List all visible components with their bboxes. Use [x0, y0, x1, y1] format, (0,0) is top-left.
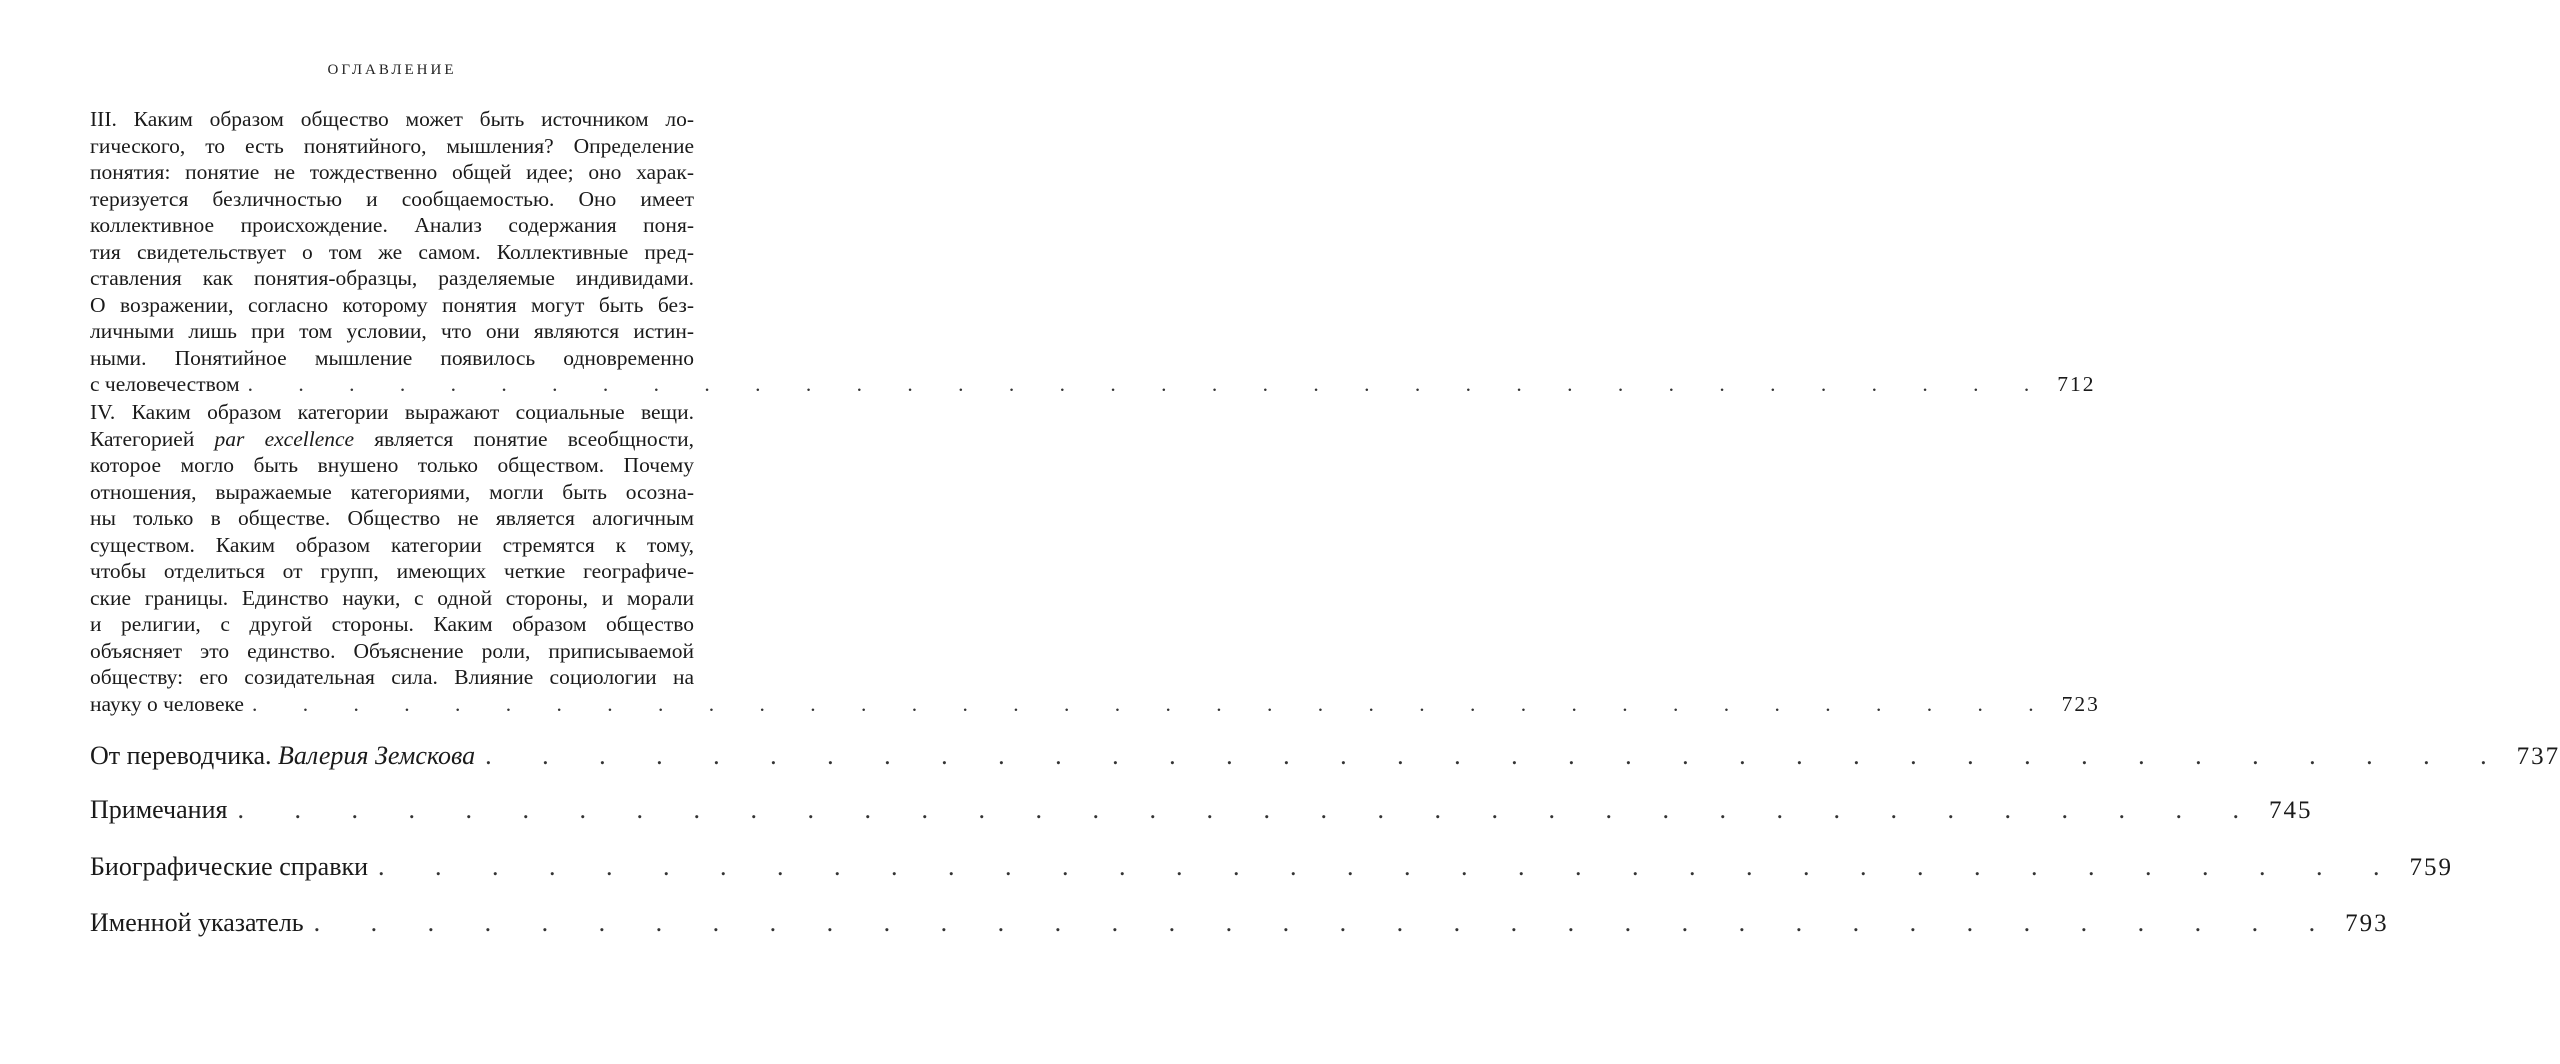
page-number: 712	[2057, 372, 2096, 396]
entry-description	[90, 106, 694, 371]
page-number: 723	[2061, 691, 2100, 716]
dot-leader: . . . . . . . . . . . . . . . . . . . . . . . . . . . . . . . . . . . .	[237, 795, 2261, 824]
page-header: ОГЛАВЛЕНИЕ	[327, 62, 457, 78]
page-number: 793	[2345, 910, 2389, 937]
page-number: 745	[2268, 797, 2313, 824]
text-line: гического, то есть понятийного, мышления? Определение	[90, 133, 694, 158]
text-line: объясняет это единство. Объяснение роли, приписываемой	[90, 638, 694, 663]
text-line: ские границы. Единство науки, с одной стороны, и морали	[90, 585, 694, 610]
text-fragment: Категорией	[90, 426, 215, 451]
dot-leader: . . . . . . . . . . . . . . . . . . . . . . . . . . . . . . . . . . . .	[251, 691, 2054, 716]
text-line: существом. Каким образом категории стремятся к тому,	[90, 532, 694, 557]
text-line: ны только в обществе. Общество не является алогичным	[90, 506, 694, 530]
section-title: Биографические справки	[90, 852, 369, 881]
text-line: с человечеством	[90, 372, 240, 396]
text-line: IV. Каким образом категории выражают социальные вещи.	[90, 400, 694, 424]
text-line: науку о человеке	[90, 691, 244, 716]
text-line	[90, 426, 694, 453]
entry-last-line	[90, 371, 2096, 398]
toc-section-biographies	[90, 851, 2454, 884]
dot-leader: . . . . . . . . . . . . . . . . . . . . . . . . . . . . . . . . . . . .	[485, 741, 2509, 770]
toc-entry-iv	[90, 399, 2100, 717]
text-line: которое могло быть внушено только обществом. Почему	[90, 453, 694, 477]
text-line: отношения, выражаемые категориями, могли быть осозна-	[90, 479, 694, 504]
text-line: О возражении, согласно которому понятия могут быть без-	[90, 292, 694, 317]
italic-phrase: par excellence	[214, 426, 355, 451]
text-line: ными. Понятийное мышление появилось одновременно	[90, 345, 694, 370]
toc-section-notes	[90, 794, 2313, 827]
section-title-text: От переводчика.	[90, 741, 278, 770]
text-line: обществу: его созидательная сила. Влияние социологии на	[90, 665, 694, 689]
text-line: теризуется безличностью и сообщаемостью. Оно имеет	[90, 186, 694, 211]
dot-leader: . . . . . . . . . . . . . . . . . . . . . . . . . . . . . . . . . . . .	[313, 908, 2338, 937]
text-line: личными лишь при том условии, что они являются истин-	[90, 319, 694, 343]
text-line: тия свидетельствует о том же самом. Коллективные пред-	[90, 239, 694, 264]
toc-entry-iii	[90, 106, 2096, 398]
entry-description	[90, 399, 694, 691]
section-title	[90, 740, 475, 772]
section-title: Именной указатель	[90, 908, 304, 937]
toc-section-translator	[90, 740, 2560, 773]
entry-last-line	[90, 691, 2100, 718]
page-number: 737	[2516, 743, 2560, 770]
text-fragment: является понятие всеобщности,	[354, 426, 694, 451]
text-line: и религии, с другой стороны. Каким образом общество	[90, 612, 694, 636]
text-line: коллективное происхождение. Анализ содержания поня-	[90, 213, 694, 237]
text-line: понятия: понятие не тождественно общей идее; оно харак-	[90, 160, 694, 184]
text-line: III. Каким образом общество может быть источником ло-	[90, 107, 694, 131]
dot-leader: . . . . . . . . . . . . . . . . . . . . . . . . . . . . . . . . . . . .	[247, 372, 2050, 396]
section-title: Примечания	[90, 795, 228, 824]
dot-leader: . . . . . . . . . . . . . . . . . . . . . . . . . . . . . . . . . . . .	[378, 852, 2402, 881]
page-number: 759	[2409, 854, 2454, 881]
toc-page	[90, 0, 2560, 1064]
toc-section-index	[90, 907, 2389, 940]
text-line: ставления как понятия-образцы, разделяемые индивидами.	[90, 266, 694, 290]
section-author: Валерия Земскова	[277, 741, 476, 770]
text-line: чтобы отделиться от групп, имеющих четкие географиче-	[90, 559, 694, 583]
